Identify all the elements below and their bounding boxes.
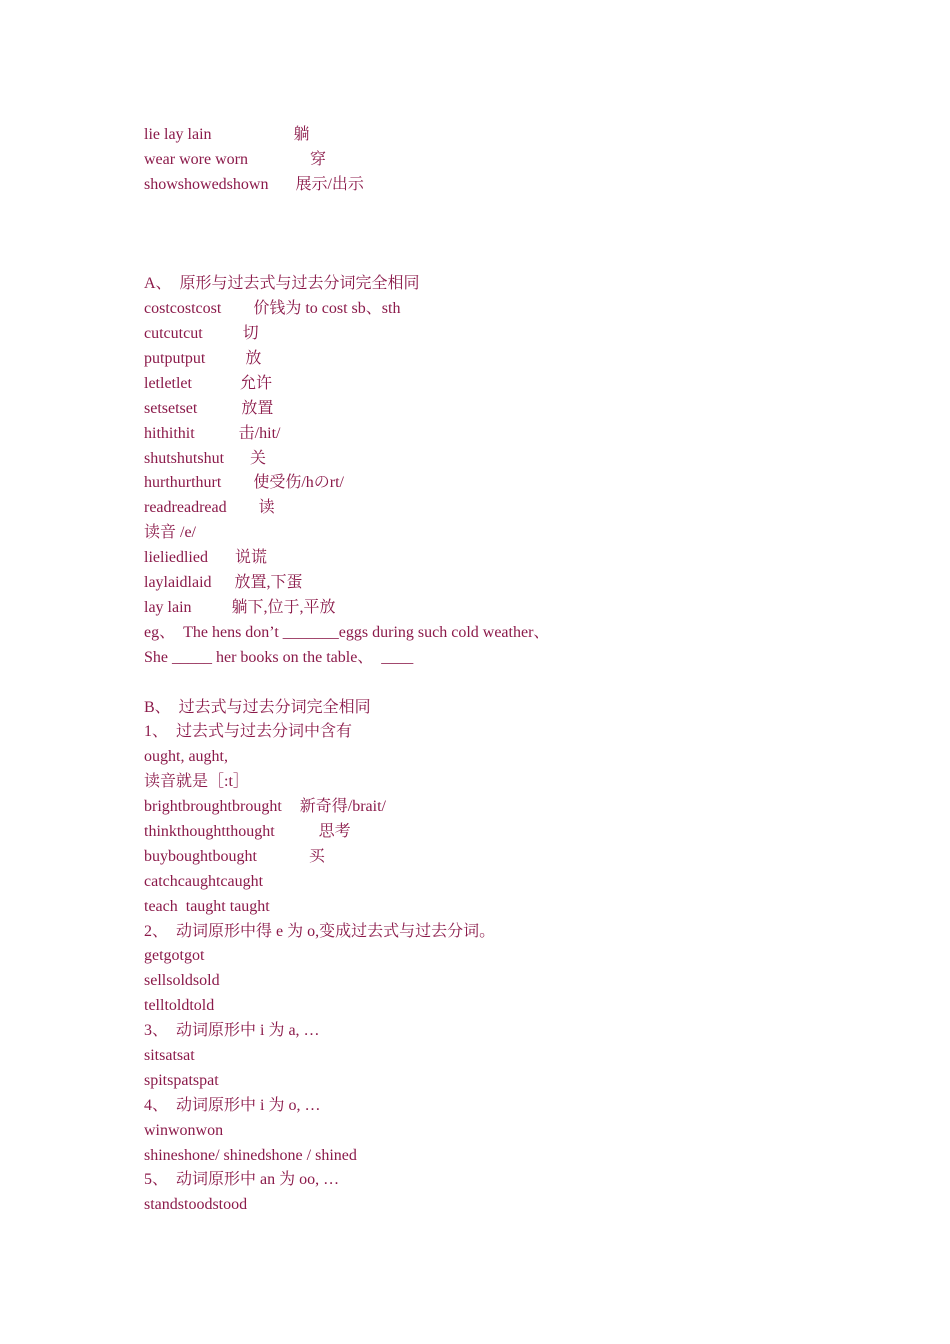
verb-forms: winwonwon bbox=[144, 1121, 224, 1139]
verb-meaning: 关 bbox=[250, 449, 267, 467]
example-sentence: eg、 The hens don’t _______eggs during such cold weather、 bbox=[144, 623, 550, 641]
verb-forms: getgotgot bbox=[144, 947, 205, 965]
verb-row bbox=[144, 845, 844, 870]
example-sentence: She _____ her books on the table、 ____ bbox=[144, 648, 414, 666]
verb-forms: letletlet bbox=[144, 374, 192, 392]
verb-forms: teach taught taught bbox=[144, 897, 270, 915]
subsection-heading: 2、 动词原形中得 e 为 o,变成过去式与过去分词。 bbox=[144, 922, 496, 940]
verb-meaning: 躺下,位于,平放 bbox=[231, 598, 336, 616]
subsection-heading: 1、 过去式与过去分词中含有 bbox=[144, 723, 353, 741]
verb-row bbox=[144, 148, 844, 173]
verb-meaning: 放置 bbox=[241, 399, 274, 417]
subsection-heading: 4、 动词原形中 i 为 o, … bbox=[144, 1096, 321, 1114]
pronunciation-note: 读音 /e/ bbox=[144, 524, 196, 542]
verb-forms: lieliedlied bbox=[144, 549, 208, 567]
verb-forms: buyboughtbought bbox=[144, 847, 257, 865]
verb-row bbox=[144, 546, 844, 571]
verb-meaning: 躺 bbox=[293, 126, 310, 143]
verb-row bbox=[144, 397, 844, 422]
verb-forms: lie lay lain bbox=[144, 126, 212, 143]
verb-forms: shineshone/ shinedshone / shined bbox=[144, 1146, 357, 1164]
section-a-heading: A、 原形与过去式与过去分词完全相同 bbox=[144, 275, 420, 293]
verb-forms: laylaidlaid bbox=[144, 574, 212, 592]
verb-meaning: 放置,下蛋 bbox=[234, 574, 303, 592]
verb-meaning: 放 bbox=[245, 350, 262, 368]
verb-meaning: 读 bbox=[258, 499, 275, 517]
verb-row bbox=[144, 123, 844, 148]
verb-row bbox=[144, 820, 844, 845]
verb-forms: catchcaughtcaught bbox=[144, 872, 264, 890]
section-b-heading: B、 过去式与过去分词完全相同 bbox=[144, 698, 371, 716]
section-a bbox=[144, 272, 844, 670]
verb-row bbox=[144, 471, 844, 496]
verb-row bbox=[144, 496, 844, 521]
verb-row bbox=[144, 422, 844, 447]
verb-row bbox=[144, 322, 844, 347]
verb-meaning: 说谎 bbox=[234, 549, 267, 567]
verb-forms: shutshutshut bbox=[144, 449, 225, 467]
verb-meaning: 展示/出示 bbox=[295, 175, 364, 193]
verb-row bbox=[144, 297, 844, 322]
verb-forms: telltoldtold bbox=[144, 997, 215, 1015]
verb-row bbox=[144, 596, 844, 621]
pronunciation-note: 读音就是［:t］ bbox=[144, 773, 249, 791]
verb-forms: hithithit bbox=[144, 424, 195, 442]
verb-forms: showshowedshown bbox=[144, 175, 269, 193]
verb-table-intro bbox=[144, 123, 844, 198]
subsection-heading: 3、 动词原形中 i 为 a, … bbox=[144, 1022, 320, 1040]
verb-row bbox=[144, 795, 844, 820]
verb-meaning: 新奇得/brait/ bbox=[299, 798, 386, 816]
verb-forms: readreadread bbox=[144, 499, 227, 517]
verb-forms: costcostcost bbox=[144, 300, 222, 318]
verb-forms: hurthurthurt bbox=[144, 474, 222, 492]
spacer bbox=[144, 198, 844, 273]
verb-forms: sitsatsat bbox=[144, 1046, 195, 1064]
section-b bbox=[144, 696, 844, 1219]
verb-meaning: 价钱为 to cost sb、sth bbox=[253, 300, 401, 318]
verb-meaning: 切 bbox=[242, 325, 259, 343]
verb-forms: lay lain bbox=[144, 598, 192, 616]
verb-meaning: 买 bbox=[308, 847, 325, 865]
verb-forms: thinkthoughtthought bbox=[144, 822, 275, 840]
verb-meaning: 使受伤/hのrt/ bbox=[253, 474, 344, 492]
verb-meaning: 击/hit/ bbox=[238, 424, 281, 442]
verb-row bbox=[144, 571, 844, 596]
verb-forms: cutcutcut bbox=[144, 325, 203, 343]
verb-forms: putputput bbox=[144, 350, 206, 368]
verb-row bbox=[144, 347, 844, 372]
verb-forms: brightbroughtbrought bbox=[144, 798, 282, 816]
verb-meaning: 思考 bbox=[318, 822, 351, 840]
verb-forms: standstoodstood bbox=[144, 1196, 248, 1214]
verb-row bbox=[144, 173, 844, 198]
verb-forms: setsetset bbox=[144, 399, 198, 417]
verb-forms: wear wore worn bbox=[144, 150, 248, 168]
document-page bbox=[144, 123, 844, 1218]
subsection-heading: 5、 动词原形中 an 为 oo, … bbox=[144, 1171, 340, 1189]
verb-row bbox=[144, 447, 844, 472]
verb-meaning: 允许 bbox=[239, 374, 272, 392]
verb-meaning: 穿 bbox=[309, 150, 326, 168]
verb-row bbox=[144, 372, 844, 397]
text-line: ought, aught, bbox=[144, 748, 228, 766]
spacer bbox=[144, 671, 844, 696]
verb-forms: sellsoldsold bbox=[144, 972, 220, 990]
verb-forms: spitspatspat bbox=[144, 1071, 219, 1089]
